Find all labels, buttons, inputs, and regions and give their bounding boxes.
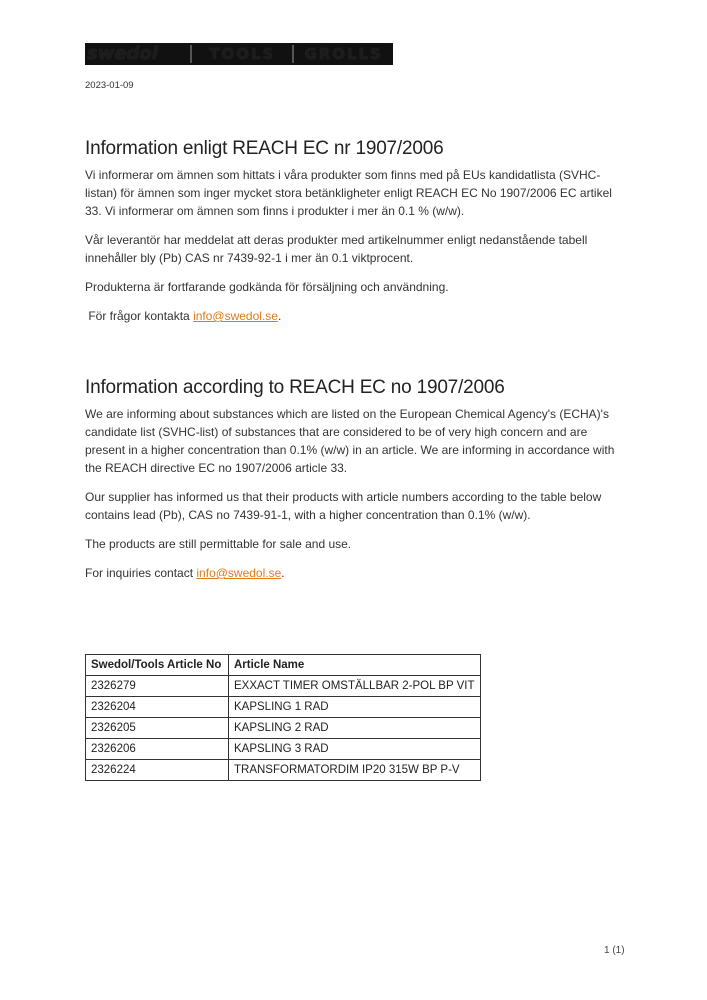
english-heading: Information according to REACH EC no 1907/2006 [85,377,505,398]
table-row [86,760,481,781]
article-number-cell: 2326279 [86,676,229,697]
english-section [85,377,630,593]
swedish-paragraph: Vi informerar om ämnen som hittats i våra produkter som finns med på EUs kandidatlista (SVHC-listan) för ämnen som inger mycket stora betänkligheter enligt REACH EC No 1907/2006 EC artikel 33. Vi informerar om ämnen som finns i produkter i mer än 0.1 % (w/w). [85,168,612,218]
swedish-contact-prefix: För frågor kontakta [88,309,194,323]
article-name-cell: TRANSFORMATORDIM IP20 315W BP P-V [229,760,481,781]
table-row [86,718,481,739]
column-header-article-no: Swedol/Tools Article No [86,655,229,676]
english-contact-email-link[interactable]: info@swedol.se [196,566,282,580]
page-number: 1 (1) [604,945,625,956]
article-name-cell: KAPSLING 3 RAD [229,739,481,760]
column-header-article-name: Article Name [229,655,481,676]
swedish-contact [85,307,630,325]
article-number-cell: 2326224 [86,760,229,781]
english-contact [85,564,630,582]
logo-segment-grolls: GROLLS [304,45,383,63]
table-header-row [86,655,481,676]
english-paragraph: We are informing about substances which are listed on the European Chemical Agency's (ECHA)'s candidate list (SVHC-list) of substances that are considered to be of very high concern and are present in a higher concentration than 0.1% (w/w) in an article. We are informing in accordance with the REACH directive EC no 1907/2006 article 33. [85,407,615,475]
logo-segment-tools: TOOLS [209,45,276,63]
swedish-section [85,138,630,336]
english-contact-suffix: . [281,566,285,580]
swedish-paragraph: Vår leverantör har meddelat att deras produkter med artikelnummer enligt nedanstående tabell innehåller bly (Pb) CAS nr 7439-92-1 i mer än 0.1 viktprocent. [85,233,588,265]
article-table [85,654,481,781]
document-date: 2023-01-09 [85,80,134,91]
article-name-cell: KAPSLING 2 RAD [229,718,481,739]
table-row [86,697,481,718]
english-paragraph: The products are still permittable for sale and use. [85,537,352,551]
swedish-heading: Information enligt REACH EC nr 1907/2006 [85,138,444,159]
article-number-cell: 2326205 [86,718,229,739]
table-row [86,739,481,760]
table-row [86,676,481,697]
swedish-paragraph: Produkterna är fortfarande godkända för försäljning och användning. [85,280,449,294]
swedish-contact-suffix: . [277,309,282,323]
company-logo [85,43,393,65]
article-number-cell: 2326206 [86,739,229,760]
swedish-contact-email-link[interactable]: info@swedol.se [193,309,278,323]
article-name-cell: EXXACT TIMER OMSTÄLLBAR 2-POL BP VIT [229,676,481,697]
article-number-cell: 2326204 [86,697,229,718]
article-name-cell: KAPSLING 1 RAD [229,697,481,718]
english-paragraph: Our supplier has informed us that their products with article numbers according to the table below contains lead (Pb), CAS no 7439-91-1, with a higher concentration than 0.1% (w/w). [85,490,602,522]
english-contact-prefix: For inquiries contact [85,566,197,580]
logo-brand-text: swedol [87,43,158,64]
